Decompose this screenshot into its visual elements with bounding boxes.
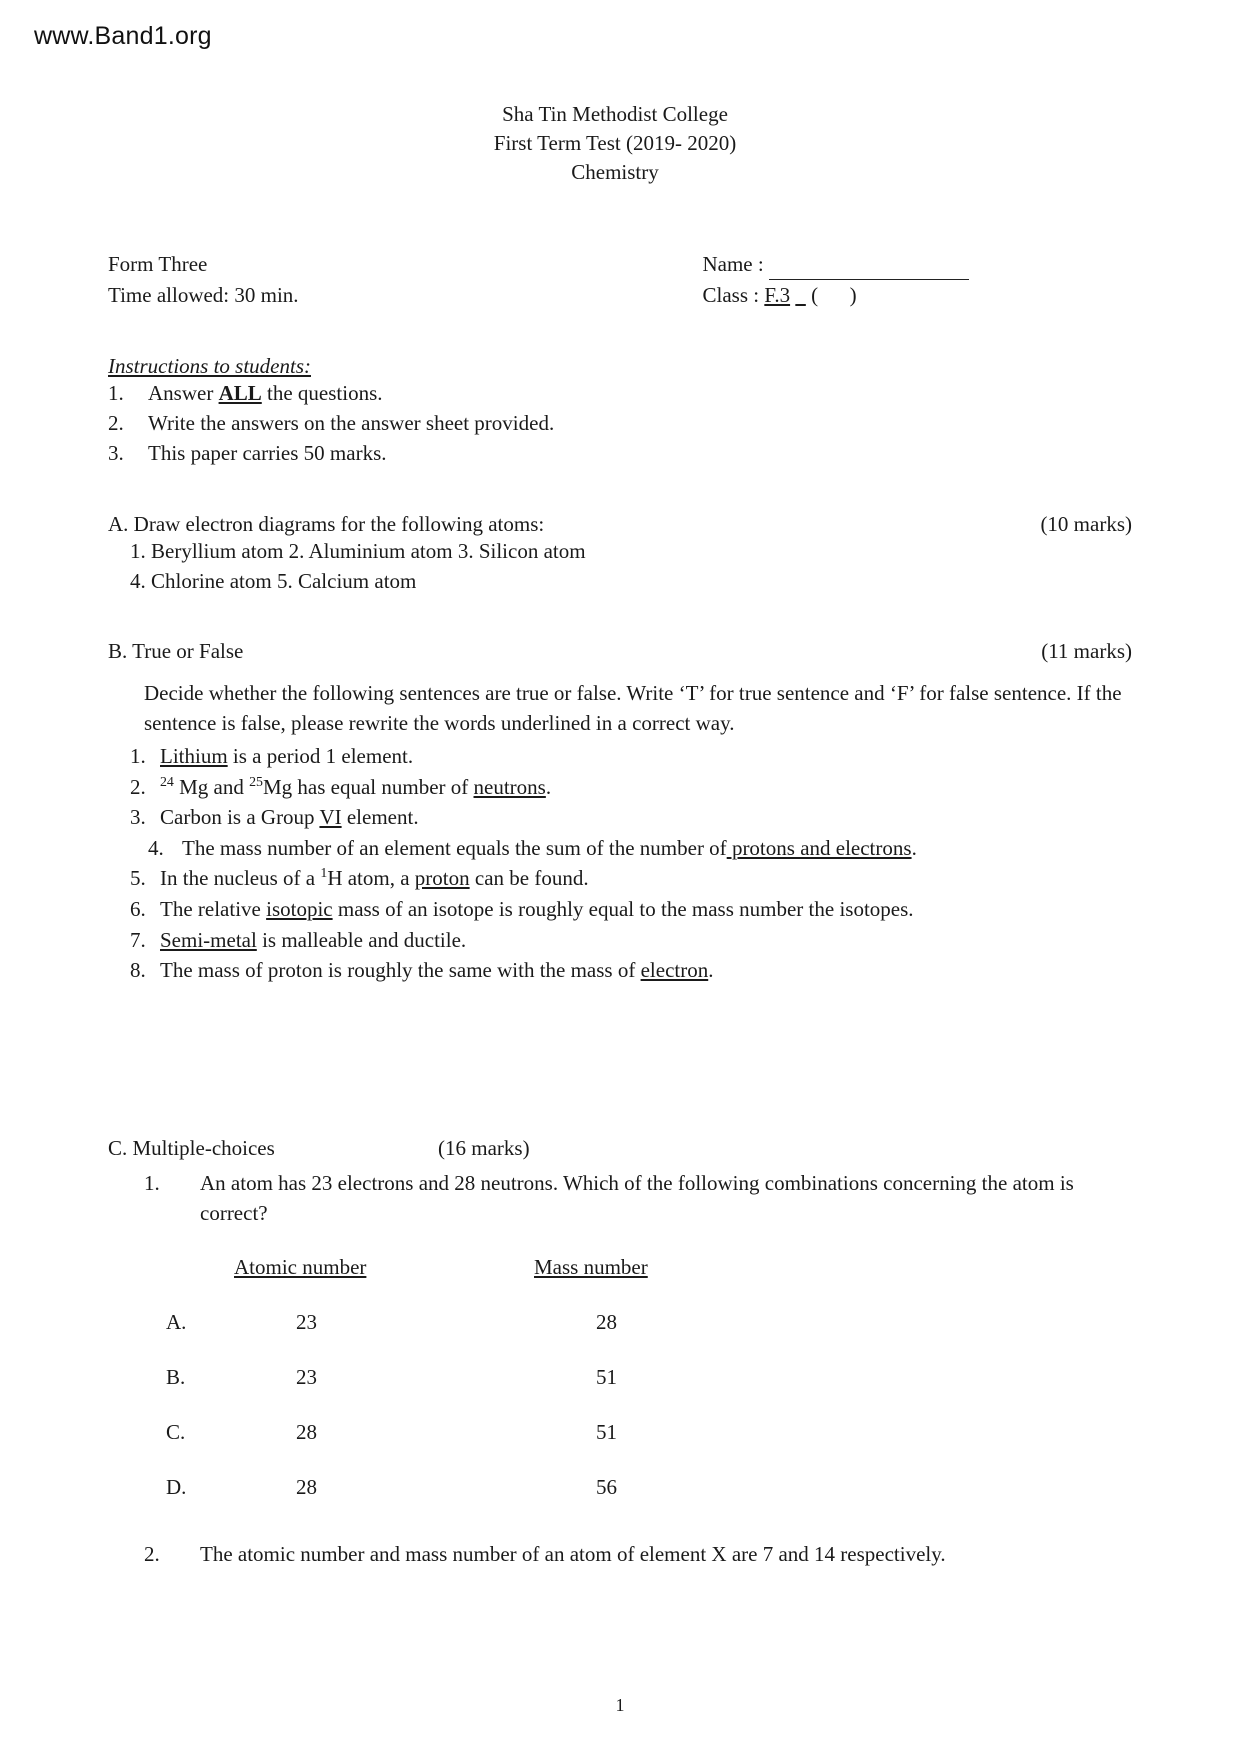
list-item: [108, 863, 1132, 894]
class-label: Class :: [702, 283, 760, 308]
question-number: 1.: [144, 1171, 160, 1196]
question-2: [108, 1540, 1132, 1570]
option-mass-number: 56: [596, 1474, 617, 1499]
section-b-head: [108, 639, 1132, 664]
option-letter: C.: [166, 1419, 186, 1444]
section-c-head: [108, 1136, 1132, 1161]
option-letter: D.: [166, 1474, 187, 1499]
class-value[interactable]: F.3: [764, 283, 791, 308]
option-atomic-number: 23: [296, 1364, 317, 1389]
section-a-head: [108, 512, 1132, 537]
question-text: An atom has 23 electrons and 28 neutrons. Which of the following combinations concerning the atom is correct?: [200, 1171, 1074, 1225]
instructions-heading: Instructions to students:: [108, 353, 311, 378]
item-number: 8.: [130, 958, 146, 983]
list-item: [108, 439, 1132, 469]
section-c: [108, 1136, 1132, 1569]
name-label: Name :: [702, 251, 764, 276]
section-a-line-2: 4. Chlorine atom 5. Calcium atom: [130, 569, 417, 594]
item-text: $^{24}$ Mg and $^{25}$Mg has equal number of neutrons.: [160, 773, 552, 799]
document-content: [108, 100, 1132, 1570]
section-b-marks: (11 marks): [1041, 638, 1132, 663]
option-mass-number: 51: [596, 1364, 617, 1389]
time-allowed: Time allowed: 30 min.: [108, 283, 299, 308]
section-b-list: [108, 741, 1132, 986]
form-label: Form Three: [108, 251, 208, 276]
header-block: [98, 100, 1132, 187]
item-number: 1.: [130, 743, 146, 768]
section-b-label: B. True or False: [108, 638, 244, 663]
section-c-label: C. Multiple-choices: [108, 1136, 275, 1161]
item-text: Write the answers on the answer sheet provided.: [148, 410, 555, 435]
item-text: The mass number of an element equals the sum of the number of protons and electrons.: [182, 835, 917, 860]
item-number: 3.: [108, 440, 124, 465]
item-text: Semi-metal is malleable and ductile.: [160, 927, 467, 952]
class-field-wrap: [640, 280, 1132, 312]
item-number: 7.: [130, 927, 146, 952]
option-atomic-number: 28: [296, 1474, 317, 1499]
name-field-wrap: [640, 249, 1132, 281]
list-item: [108, 741, 1132, 772]
item-number: 4.: [148, 835, 164, 860]
info-row-1: [108, 249, 1132, 281]
section-a-label: A. Draw electron diagrams for the following atoms:: [108, 512, 545, 537]
section-c-marks: (16 marks): [438, 1136, 530, 1161]
table-row: [144, 1310, 1132, 1335]
item-number: 6.: [130, 897, 146, 922]
class-bracket-open: (: [811, 283, 819, 308]
list-item: [108, 409, 1132, 439]
list-item: [108, 772, 1132, 803]
option-letter: B.: [166, 1364, 186, 1389]
option-atomic-number: 28: [296, 1419, 317, 1444]
list-item: [108, 379, 1132, 409]
item-number: 2.: [130, 774, 146, 799]
info-row-2: [108, 280, 1132, 312]
option-mass-number: 28: [596, 1309, 617, 1334]
section-b-intro: Decide whether the following sentences are true or false. Write ‘T’ for true sentence and ‘F’ for false sentence. If the sentence is false, please rewrite the words underlined in a correct way.: [144, 680, 1122, 736]
answer-table: [108, 1255, 1132, 1500]
option-mass-number: 51: [596, 1419, 617, 1444]
item-text: The mass of proton is roughly the same with the mass of electron.: [160, 958, 714, 983]
test-name: First Term Test (2019- 2020): [493, 130, 737, 155]
item-text: In the nucleus of a $^1$H atom, a proton can be found.: [160, 865, 589, 891]
item-text: The relative isotopic mass of an isotope is roughly equal to the mass number the isotopes.: [160, 897, 914, 922]
section-b: [108, 639, 1132, 986]
question-number: 2.: [144, 1541, 160, 1566]
section-a-line-1: 1. Beryllium atom 2. Aluminium atom 3. Silicon atom: [130, 539, 586, 564]
item-text: Answer ALL the questions.: [148, 380, 383, 405]
name-input-line[interactable]: [769, 260, 969, 280]
table-row: [144, 1475, 1132, 1500]
table-header-atomic-number: Atomic number: [234, 1254, 367, 1279]
emphasis-all: ALL: [218, 380, 262, 405]
instructions-list: [108, 379, 1132, 468]
item-text: Lithium is a period 1 element.: [160, 743, 414, 768]
item-number: 5.: [130, 866, 146, 891]
table-header-mass-number: Mass number: [534, 1254, 648, 1279]
item-number: 1.: [108, 380, 124, 405]
table-header-blank: [144, 1255, 234, 1280]
section-a: [108, 512, 1132, 597]
table-row: [144, 1365, 1132, 1390]
table-row: [144, 1420, 1132, 1445]
list-item: [108, 894, 1132, 925]
class-bracket-close: ): [849, 283, 857, 308]
question-text: The atomic number and mass number of an atom of element X are 7 and 14 respectively.: [200, 1541, 946, 1566]
option-atomic-number: 23: [296, 1309, 317, 1334]
question-1: [108, 1169, 1132, 1229]
item-text: This paper carries 50 marks.: [148, 440, 387, 465]
watermark-text: www.Band1.org: [34, 22, 212, 50]
item-number: 3.: [130, 805, 146, 830]
item-number: 2.: [108, 410, 124, 435]
section-a-marks: (10 marks): [1040, 512, 1132, 537]
list-item: [108, 925, 1132, 956]
list-item: [108, 955, 1132, 986]
list-item: [108, 802, 1132, 833]
list-item: [108, 833, 1132, 864]
page-number: 1: [615, 1695, 625, 1715]
subject-name: Chemistry: [571, 159, 659, 184]
option-letter: A.: [166, 1309, 187, 1334]
item-text: Carbon is a Group VI element.: [160, 805, 419, 830]
school-name: Sha Tin Methodist College: [502, 102, 728, 126]
table-header-row: [144, 1255, 1132, 1280]
